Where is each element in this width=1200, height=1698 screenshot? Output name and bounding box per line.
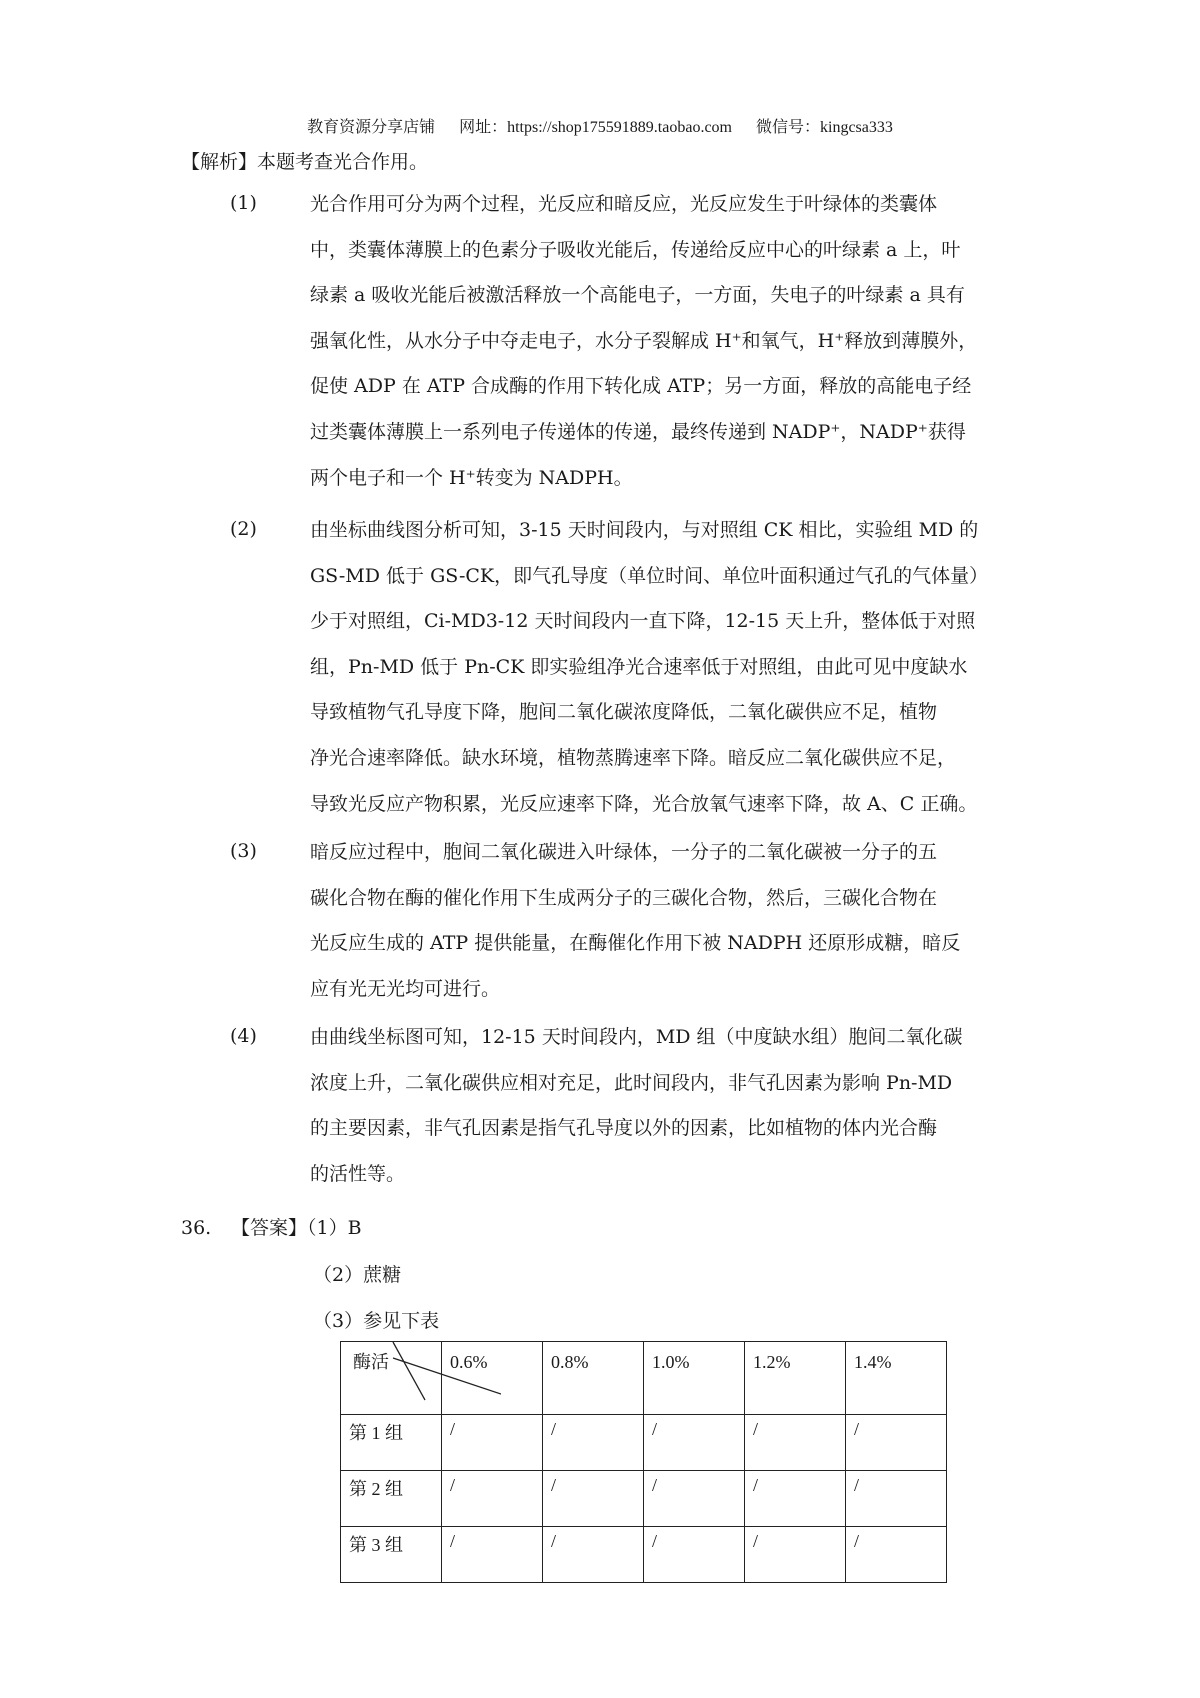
text-line: 强氧化性，从水分子中夺走电子，水分子裂解成 H⁺和氧气，H⁺释放到薄膜外，: [310, 329, 978, 352]
row-label: 第 3 组: [341, 1527, 442, 1583]
corner-label: 酶活: [353, 1352, 389, 1372]
answer-1: （1）B: [307, 1217, 362, 1239]
text-line: 由曲线坐标图可知，12-15 天时间段内，MD 组（中度缺水组）胞间二氧化碳: [310, 1026, 963, 1048]
table-cell: /: [442, 1471, 543, 1527]
table-header-row: [341, 1342, 947, 1415]
text-line: 中，类囊体薄膜上的色素分子吸收光能后，传递给反应中心的叶绿素 a 上，叶: [310, 238, 961, 261]
text-line: 浓度上升，二氧化碳供应相对充足，此时间段内，非气孔因素为影响 Pn-MD: [310, 1071, 953, 1094]
text-line: 导致光反应产物积累，光反应速率下降，光合放氧气速率下降，故 A、C 正确。: [310, 792, 978, 815]
item-number: (3): [230, 840, 257, 862]
table-cell: /: [442, 1527, 543, 1583]
item-body: [310, 182, 1020, 501]
answer-2: （2）蔗糖: [313, 1264, 402, 1286]
text-line: 净光合速率降低。缺水环境，植物蒸腾速率下降。暗反应二氧化碳供应不足，: [310, 746, 957, 769]
page-header: [0, 114, 1200, 137]
table-corner-cell: [341, 1342, 442, 1415]
row-label: 第 2 组: [341, 1471, 442, 1527]
table-cell: /: [442, 1415, 543, 1471]
text-line: 导致植物气孔导度下降，胞间二氧化碳浓度降低，二氧化碳供应不足，植物: [310, 701, 938, 724]
column-header: 1.0%: [644, 1342, 745, 1415]
text-line: 少于对照组，Ci-MD3-12 天时间段内一直下降，12-15 天上升，整体低于对照: [310, 610, 976, 633]
text-line: GS-MD 低于 GS-CK，即气孔导度（单位时间、单位叶面积通过气孔的气体量）: [310, 564, 989, 587]
table-row: [341, 1415, 947, 1471]
column-header: 0.8%: [543, 1342, 644, 1415]
text-line: 绿素 a 吸收光能后被激活释放一个高能电子，一方面，失电子的叶绿素 a 具有: [310, 284, 965, 307]
text-line: 的活性等。: [310, 1162, 406, 1185]
table-cell: /: [745, 1471, 846, 1527]
table-cell: /: [543, 1471, 644, 1527]
text-line: 过类囊体薄膜上一系列电子传递体的传递，最终传递到 NADP⁺，NADP⁺获得: [310, 420, 966, 443]
answer-3: （3）参见下表: [313, 1310, 440, 1332]
text-line: 光合作用可分为两个过程，光反应和暗反应，光反应发生于叶绿体的类囊体: [310, 193, 938, 215]
analysis-title: 【解析】本题考查光合作用。: [181, 151, 429, 173]
table-row: [341, 1471, 947, 1527]
column-header: 1.4%: [846, 1342, 947, 1415]
table-cell: /: [644, 1415, 745, 1471]
answer-label: 【答案】: [231, 1217, 308, 1239]
question-number: 36.: [181, 1217, 212, 1239]
item-number: (4): [230, 1025, 257, 1047]
table-cell: /: [846, 1527, 947, 1583]
table-cell: /: [543, 1415, 644, 1471]
text-line: 的主要因素，非气孔因素是指气孔导度以外的因素，比如植物的体内光合酶: [310, 1117, 938, 1140]
diagonal-line: [393, 1342, 425, 1400]
text-line: 光反应生成的 ATP 提供能量，在酶催化作用下被 NADPH 还原形成糖，暗反: [310, 932, 961, 955]
enzyme-table: [340, 1341, 947, 1583]
text-line: 两个电子和一个 H⁺转变为 NADPH。: [310, 466, 633, 489]
table-row: [341, 1527, 947, 1583]
item-body: [310, 830, 1020, 1012]
column-header: 0.6%: [442, 1342, 543, 1415]
column-header: 1.2%: [745, 1342, 846, 1415]
text-line: 组，Pn-MD 低于 Pn-CK 即实验组净光合速率低于对照组，由此可见中度缺水: [310, 655, 968, 678]
item-number: (2): [230, 518, 257, 540]
item-body: [310, 1015, 1020, 1197]
text-line: 碳化合物在酶的催化作用下生成两分子的三碳化合物，然后，三碳化合物在: [310, 886, 938, 909]
table-cell: /: [846, 1415, 947, 1471]
table-cell: /: [745, 1527, 846, 1583]
text-line: 由坐标曲线图分析可知，3-15 天时间段内，与对照组 CK 相比，实验组 MD 的: [310, 519, 979, 541]
item-body: [310, 508, 1020, 827]
row-label: 第 1 组: [341, 1415, 442, 1471]
table-cell: /: [644, 1527, 745, 1583]
table-cell: /: [745, 1415, 846, 1471]
wechat-id: 微信号：kingcsa333: [756, 119, 893, 136]
shop-name: 教育资源分享店铺: [307, 119, 436, 136]
table-cell: /: [543, 1527, 644, 1583]
shop-url: 网址：https://shop175591889.taobao.com: [459, 119, 732, 136]
text-line: 应有光无光均可进行。: [310, 977, 501, 1000]
table-cell: /: [846, 1471, 947, 1527]
text-line: 暗反应过程中，胞间二氧化碳进入叶绿体，一分子的二氧化碳被一分子的五: [310, 841, 938, 863]
item-number: (1): [230, 192, 257, 214]
table-cell: /: [644, 1471, 745, 1527]
text-line: 促使 ADP 在 ATP 合成酶的作用下转化成 ATP；另一方面，释放的高能电子经: [310, 375, 972, 398]
question-36: [181, 1213, 362, 1240]
